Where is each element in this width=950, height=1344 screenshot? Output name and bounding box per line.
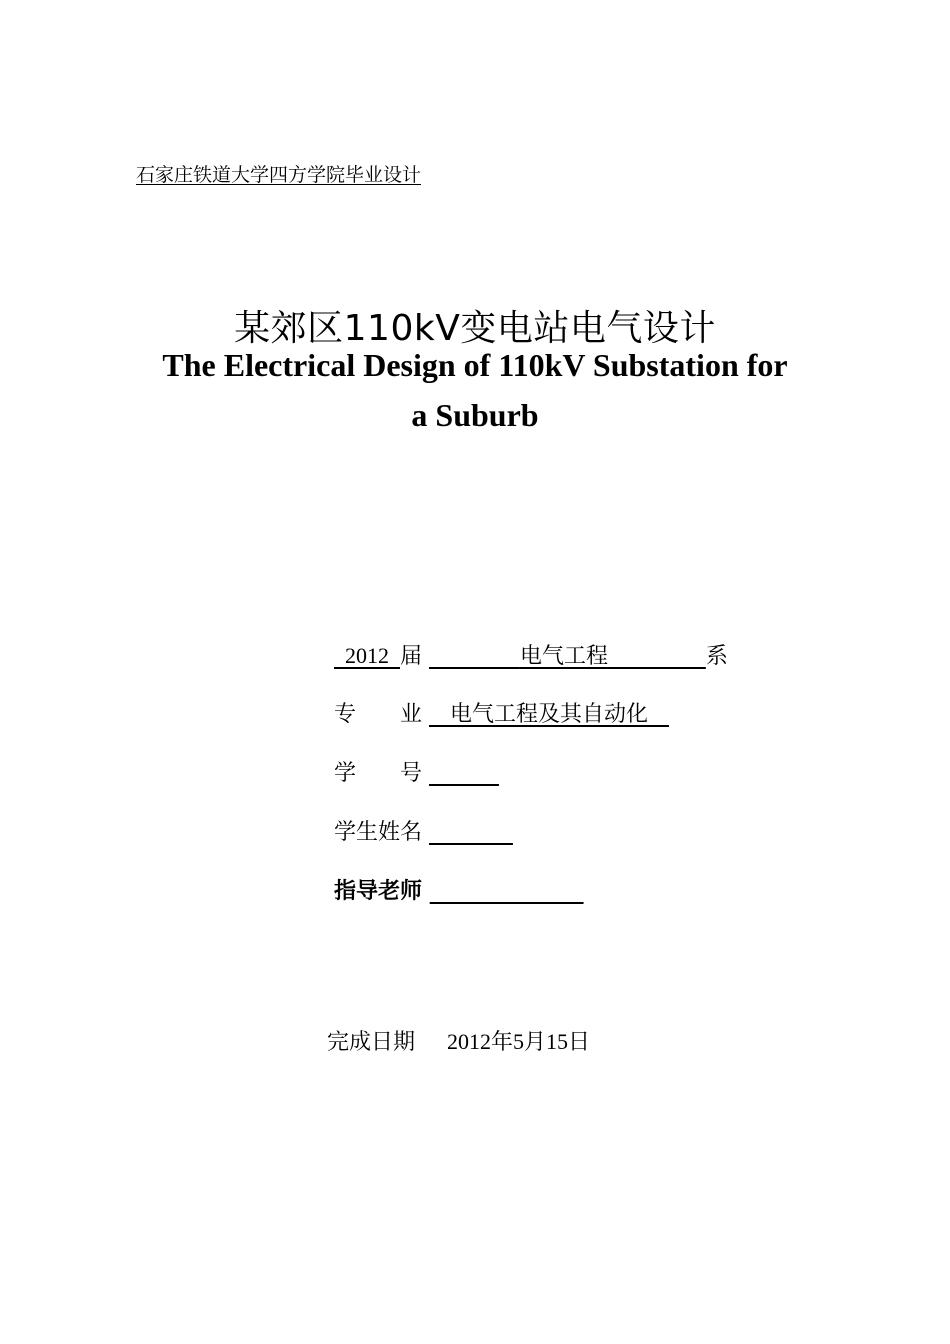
- year-field: [334, 643, 400, 668]
- student-name-row: [334, 818, 513, 848]
- year-value: 2012: [345, 643, 389, 668]
- year-department-row: [334, 641, 728, 672]
- completion-month: 5: [513, 1029, 525, 1054]
- completion-label: 完成日期: [327, 1030, 416, 1055]
- advisor-field: [430, 879, 584, 904]
- major-row: [334, 700, 669, 730]
- student-name-field: [429, 820, 513, 845]
- title-english-line2: a Suburb: [411, 397, 539, 433]
- major-value: 电气工程及其自动化: [450, 702, 649, 727]
- department-value: 电气工程: [519, 644, 608, 669]
- major-field: [429, 702, 669, 727]
- advisor-row: [334, 877, 584, 907]
- title-english-line1: The Electrical Design of 110kV Substation for: [162, 347, 788, 383]
- major-label: 专 业: [334, 702, 423, 727]
- completion-day-unit: 日: [568, 1030, 591, 1055]
- completion-month-unit: 月: [524, 1030, 547, 1055]
- title-chinese: 某郊区110kV变电站电气设计: [234, 308, 716, 349]
- completion-date-row: [327, 1027, 590, 1058]
- department-field: [429, 644, 706, 669]
- completion-year-unit: 年: [491, 1030, 514, 1055]
- student-id-field: [429, 761, 499, 786]
- institution-header: 石家庄铁道大学四方学院毕业设计: [136, 164, 422, 186]
- student-name-label: 学生姓名: [334, 820, 423, 845]
- completion-year: 2012: [447, 1029, 492, 1054]
- completion-day: 15: [546, 1029, 569, 1054]
- student-id-label: 学 号: [334, 761, 423, 786]
- department-suffix: 系: [705, 644, 728, 669]
- advisor-label: 指导老师: [334, 879, 423, 904]
- student-id-row: [334, 759, 499, 789]
- year-suffix: 届: [400, 644, 423, 669]
